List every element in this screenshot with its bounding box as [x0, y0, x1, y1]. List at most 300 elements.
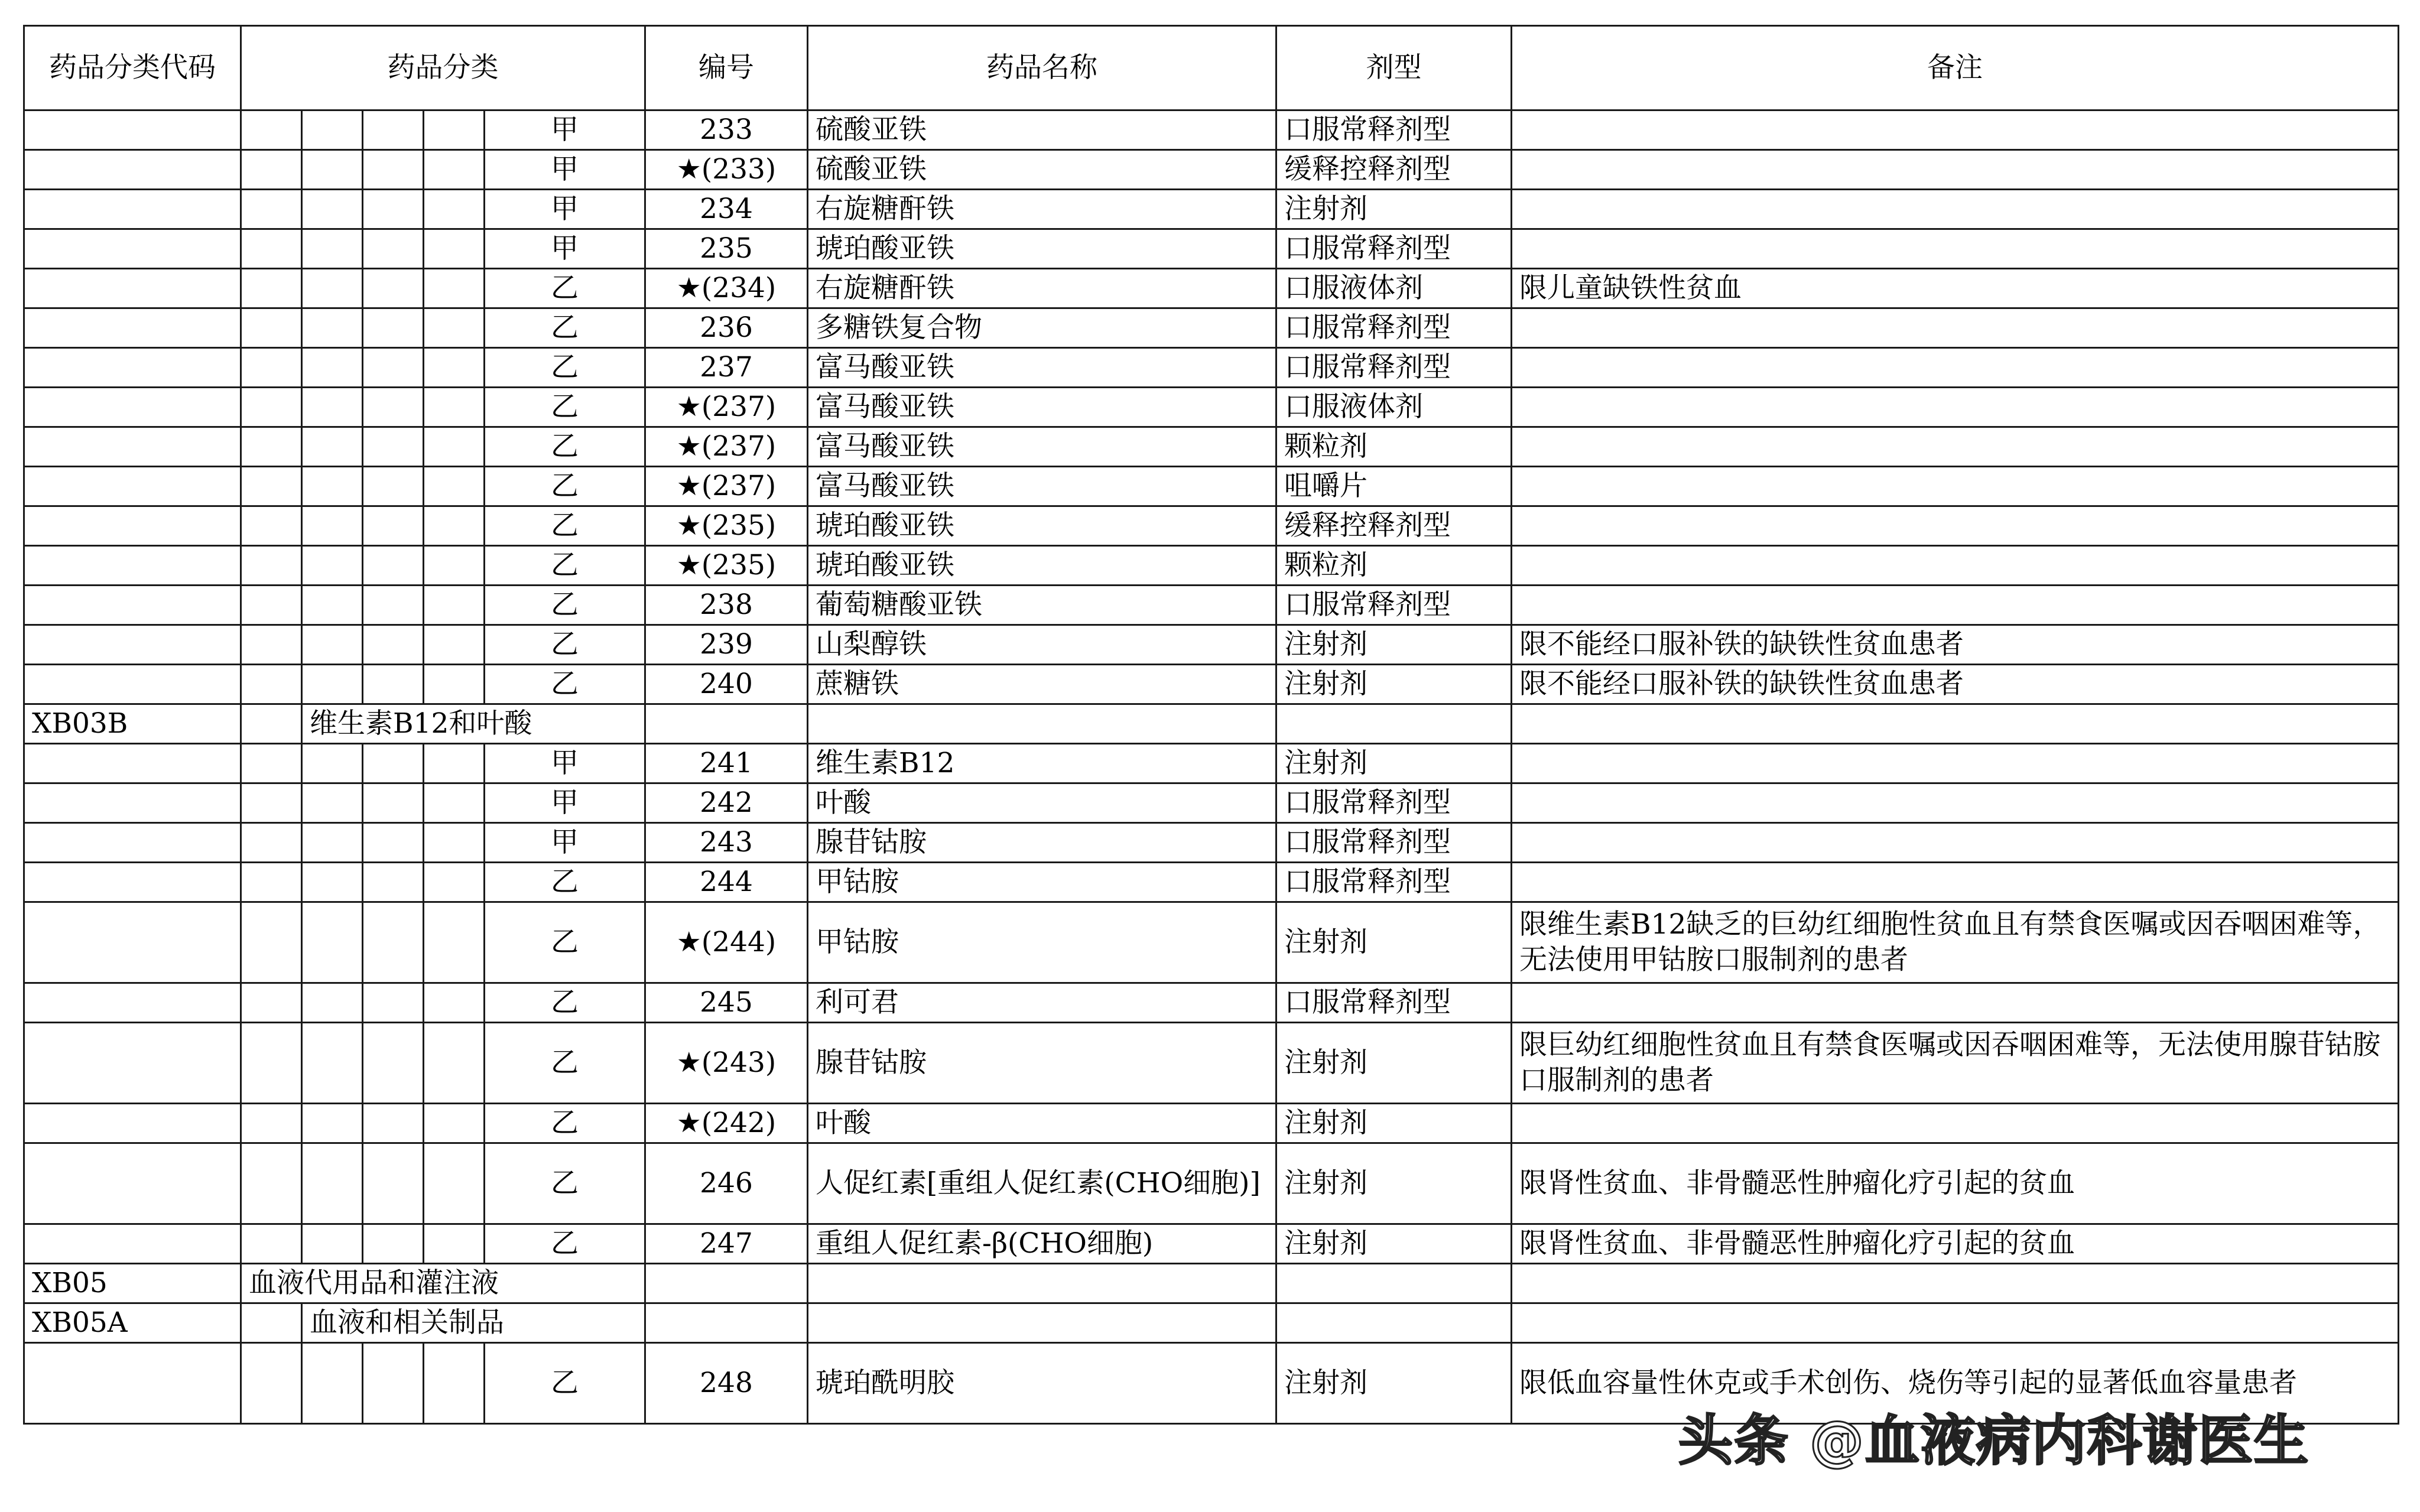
header-form: 剂型 [1276, 26, 1512, 110]
level-cell: 甲 [485, 190, 645, 229]
table-row [24, 586, 2399, 625]
category-level-cell [363, 110, 424, 150]
drug-name-cell: 多糖铁复合物 [808, 308, 1276, 348]
category-level-cell [302, 388, 363, 427]
table-row [24, 744, 2399, 783]
header-note: 备注 [1512, 26, 2399, 110]
table-row [24, 229, 2399, 269]
table-row [24, 467, 2399, 506]
category-level-cell [363, 665, 424, 704]
drug-name-cell: 蔗糖铁 [808, 665, 1276, 704]
category-level-cell [241, 704, 302, 744]
number-cell: ★(234) [645, 269, 808, 308]
drug-name-cell: 富马酸亚铁 [808, 467, 1276, 506]
category-code-cell: XB05A [24, 1303, 241, 1343]
level-cell: 乙 [485, 1224, 645, 1264]
category-level-cell [363, 1143, 424, 1224]
category-level-cell [363, 1343, 424, 1424]
drug-catalog-table [23, 25, 2399, 1425]
category-level-cell [363, 1224, 424, 1264]
number-cell [645, 1303, 808, 1343]
category-level-cell [241, 1343, 302, 1424]
drug-name-cell: 葡萄糖酸亚铁 [808, 586, 1276, 625]
category-level-cell [363, 229, 424, 269]
code-cell [24, 348, 241, 388]
level-cell: 乙 [485, 308, 645, 348]
category-level-cell [424, 348, 485, 388]
category-level-cell [424, 1343, 485, 1424]
table-row [24, 506, 2399, 546]
dosage-form-cell: 颗粒剂 [1276, 427, 1512, 467]
category-level-cell [302, 1224, 363, 1264]
category-level-cell [241, 467, 302, 506]
drug-name-cell [808, 1264, 1276, 1303]
category-level-cell [302, 983, 363, 1023]
dosage-form-cell: 注射剂 [1276, 902, 1512, 983]
number-cell: 243 [645, 823, 808, 863]
category-level-cell [363, 1023, 424, 1104]
dosage-form-cell: 口服常释剂型 [1276, 863, 1512, 902]
category-level-cell [241, 427, 302, 467]
category-level-cell [241, 744, 302, 783]
category-level-cell [302, 783, 363, 823]
category-level-cell [241, 823, 302, 863]
code-cell [24, 269, 241, 308]
category-level-cell [424, 823, 485, 863]
category-level-cell [241, 665, 302, 704]
note-cell: 限儿童缺铁性贫血 [1512, 269, 2399, 308]
code-cell [24, 1023, 241, 1104]
drug-name-cell: 右旋糖酐铁 [808, 190, 1276, 229]
level-cell: 乙 [485, 983, 645, 1023]
category-level-cell [424, 388, 485, 427]
dosage-form-cell: 口服常释剂型 [1276, 308, 1512, 348]
note-cell: 限巨幼红细胞性贫血且有禁食医嘱或因吞咽困难等，无法使用腺苷钴胺口服制剂的患者 [1512, 1023, 2399, 1104]
level-cell: 乙 [485, 388, 645, 427]
level-cell: 乙 [485, 427, 645, 467]
drug-name-cell: 重组人促红素-β(CHO细胞) [808, 1224, 1276, 1264]
level-cell: 乙 [485, 506, 645, 546]
code-cell [24, 1343, 241, 1424]
category-level-cell [241, 150, 302, 190]
category-level-cell [302, 546, 363, 586]
category-level-cell [241, 506, 302, 546]
category-level-cell [424, 983, 485, 1023]
code-cell [24, 546, 241, 586]
dosage-form-cell: 缓释控释剂型 [1276, 150, 1512, 190]
number-cell: ★(235) [645, 506, 808, 546]
dosage-form-cell: 注射剂 [1276, 1023, 1512, 1104]
category-level-cell [241, 586, 302, 625]
dosage-form-cell: 咀嚼片 [1276, 467, 1512, 506]
category-level-cell [302, 348, 363, 388]
drug-name-cell: 叶酸 [808, 1104, 1276, 1143]
category-level-cell [241, 902, 302, 983]
category-level-cell [241, 863, 302, 902]
header-number: 编号 [645, 26, 808, 110]
number-cell [645, 704, 808, 744]
category-level-cell [424, 1104, 485, 1143]
table-row [24, 427, 2399, 467]
code-cell [24, 863, 241, 902]
category-level-cell [302, 902, 363, 983]
category-level-cell [241, 1023, 302, 1104]
number-cell: ★(233) [645, 150, 808, 190]
number-cell: 233 [645, 110, 808, 150]
table-row [24, 823, 2399, 863]
drug-name-cell: 甲钴胺 [808, 863, 1276, 902]
number-cell [645, 1264, 808, 1303]
category-level-cell [363, 427, 424, 467]
category-level-cell [424, 467, 485, 506]
category-level-cell [424, 229, 485, 269]
number-cell: 234 [645, 190, 808, 229]
dosage-form-cell: 注射剂 [1276, 665, 1512, 704]
drug-name-cell: 甲钴胺 [808, 902, 1276, 983]
category-level-cell [363, 783, 424, 823]
drug-name-cell [808, 1303, 1276, 1343]
drug-name-cell: 富马酸亚铁 [808, 388, 1276, 427]
dosage-form-cell: 注射剂 [1276, 1224, 1512, 1264]
level-cell: 甲 [485, 744, 645, 783]
dosage-form-cell [1276, 704, 1512, 744]
dosage-form-cell: 口服液体剂 [1276, 388, 1512, 427]
drug-name-cell: 山梨醇铁 [808, 625, 1276, 665]
category-level-cell [363, 902, 424, 983]
table-body [24, 110, 2399, 1424]
category-level-cell [302, 823, 363, 863]
table-row [24, 902, 2399, 983]
category-name-cell: 血液代用品和灌注液 [241, 1264, 645, 1303]
note-cell [1512, 823, 2399, 863]
level-cell: 乙 [485, 348, 645, 388]
category-level-cell [363, 348, 424, 388]
dosage-form-cell: 口服常释剂型 [1276, 586, 1512, 625]
category-level-cell [241, 1143, 302, 1224]
level-cell: 乙 [485, 1023, 645, 1104]
category-level-cell [302, 427, 363, 467]
category-level-cell [424, 546, 485, 586]
table-row [24, 665, 2399, 704]
note-cell [1512, 1264, 2399, 1303]
category-level-cell [302, 625, 363, 665]
category-level-cell [363, 308, 424, 348]
header-code: 药品分类代码 [24, 26, 241, 110]
dosage-form-cell: 注射剂 [1276, 1343, 1512, 1424]
level-cell: 乙 [485, 546, 645, 586]
note-cell [1512, 388, 2399, 427]
category-level-cell [302, 586, 363, 625]
category-level-cell [241, 625, 302, 665]
note-cell [1512, 467, 2399, 506]
category-level-cell [363, 625, 424, 665]
dosage-form-cell: 注射剂 [1276, 190, 1512, 229]
note-cell [1512, 506, 2399, 546]
category-level-cell [363, 269, 424, 308]
number-cell: 242 [645, 783, 808, 823]
table-row [24, 983, 2399, 1023]
note-cell [1512, 150, 2399, 190]
level-cell: 乙 [485, 1104, 645, 1143]
category-level-cell [424, 308, 485, 348]
note-cell: 限维生素B12缺乏的巨幼红细胞性贫血且有禁食医嘱或因吞咽困难等，无法使用甲钴胺口服制剂的患者 [1512, 902, 2399, 983]
category-level-cell [424, 744, 485, 783]
level-cell: 甲 [485, 150, 645, 190]
note-cell [1512, 1303, 2399, 1343]
category-level-cell [241, 1224, 302, 1264]
category-level-cell [424, 665, 485, 704]
code-cell [24, 150, 241, 190]
note-cell: 限低血容量性休克或手术创伤、烧伤等引起的显著低血容量患者 [1512, 1343, 2399, 1424]
table-row [24, 625, 2399, 665]
note-cell [1512, 983, 2399, 1023]
category-name-cell: 维生素B12和叶酸 [302, 704, 645, 744]
drug-name-cell: 富马酸亚铁 [808, 348, 1276, 388]
category-level-cell [363, 586, 424, 625]
category-level-cell [424, 586, 485, 625]
code-cell [24, 190, 241, 229]
number-cell: 247 [645, 1224, 808, 1264]
number-cell: ★(244) [645, 902, 808, 983]
header-row [24, 26, 2399, 110]
category-level-cell [424, 110, 485, 150]
table-row [24, 783, 2399, 823]
category-level-cell [424, 506, 485, 546]
code-cell [24, 783, 241, 823]
table-row [24, 190, 2399, 229]
category-level-cell [363, 744, 424, 783]
category-level-cell [363, 506, 424, 546]
dosage-form-cell: 注射剂 [1276, 744, 1512, 783]
note-cell [1512, 704, 2399, 744]
category-code-cell: XB03B [24, 704, 241, 744]
table-row [24, 308, 2399, 348]
note-cell [1512, 348, 2399, 388]
code-cell [24, 983, 241, 1023]
table-row [24, 546, 2399, 586]
level-cell: 乙 [485, 586, 645, 625]
dosage-form-cell: 注射剂 [1276, 1104, 1512, 1143]
note-cell [1512, 863, 2399, 902]
dosage-form-cell: 口服常释剂型 [1276, 823, 1512, 863]
number-cell: 239 [645, 625, 808, 665]
number-cell: ★(237) [645, 388, 808, 427]
note-cell [1512, 783, 2399, 823]
category-level-cell [241, 983, 302, 1023]
dosage-form-cell: 口服常释剂型 [1276, 110, 1512, 150]
category-level-cell [241, 229, 302, 269]
category-level-cell [302, 269, 363, 308]
category-level-cell [302, 229, 363, 269]
code-cell [24, 586, 241, 625]
category-level-cell [424, 625, 485, 665]
note-cell: 限肾性贫血、非骨髓恶性肿瘤化疗引起的贫血 [1512, 1224, 2399, 1264]
category-level-cell [241, 348, 302, 388]
table-row [24, 704, 2399, 744]
dosage-form-cell: 颗粒剂 [1276, 546, 1512, 586]
category-level-cell [424, 269, 485, 308]
category-level-cell [302, 863, 363, 902]
number-cell: 238 [645, 586, 808, 625]
level-cell: 乙 [485, 1143, 645, 1224]
dosage-form-cell [1276, 1264, 1512, 1303]
code-cell [24, 902, 241, 983]
category-level-cell [302, 1104, 363, 1143]
header-category: 药品分类 [241, 26, 645, 110]
number-cell: 237 [645, 348, 808, 388]
header-name: 药品名称 [808, 26, 1276, 110]
category-level-cell [363, 983, 424, 1023]
table-row [24, 1264, 2399, 1303]
category-level-cell [363, 863, 424, 902]
category-level-cell [424, 1143, 485, 1224]
number-cell: ★(242) [645, 1104, 808, 1143]
note-cell [1512, 586, 2399, 625]
number-cell: 244 [645, 863, 808, 902]
drug-name-cell: 富马酸亚铁 [808, 427, 1276, 467]
category-level-cell [363, 546, 424, 586]
watermark: 头条 @血液病内科谢医生 [1678, 1409, 2310, 1472]
drug-name-cell: 琥珀酸亚铁 [808, 546, 1276, 586]
category-level-cell [241, 546, 302, 586]
drug-name-cell: 硫酸亚铁 [808, 110, 1276, 150]
dosage-form-cell: 注射剂 [1276, 1143, 1512, 1224]
table-row [24, 1143, 2399, 1224]
note-cell [1512, 546, 2399, 586]
level-cell: 乙 [485, 269, 645, 308]
number-cell: ★(237) [645, 427, 808, 467]
category-level-cell [363, 823, 424, 863]
code-cell [24, 308, 241, 348]
category-level-cell [424, 1224, 485, 1264]
code-cell [24, 229, 241, 269]
number-cell: 246 [645, 1143, 808, 1224]
drug-name-cell: 腺苷钴胺 [808, 1023, 1276, 1104]
category-level-cell [363, 190, 424, 229]
category-level-cell [302, 467, 363, 506]
number-cell: 236 [645, 308, 808, 348]
category-level-cell [241, 269, 302, 308]
drug-name-cell [808, 704, 1276, 744]
note-cell [1512, 308, 2399, 348]
drug-name-cell: 叶酸 [808, 783, 1276, 823]
category-level-cell [363, 1104, 424, 1143]
code-cell [24, 427, 241, 467]
number-cell: 240 [645, 665, 808, 704]
category-level-cell [424, 783, 485, 823]
table-row [24, 388, 2399, 427]
code-cell [24, 823, 241, 863]
note-cell: 限不能经口服补铁的缺铁性贫血患者 [1512, 625, 2399, 665]
category-level-cell [302, 744, 363, 783]
category-name-cell: 血液和相关制品 [302, 1303, 645, 1343]
dosage-form-cell: 口服常释剂型 [1276, 348, 1512, 388]
category-level-cell [241, 783, 302, 823]
category-level-cell [424, 427, 485, 467]
note-cell [1512, 190, 2399, 229]
drug-name-cell: 硫酸亚铁 [808, 150, 1276, 190]
category-level-cell [302, 110, 363, 150]
category-level-cell [363, 150, 424, 190]
category-level-cell [424, 902, 485, 983]
note-cell [1512, 110, 2399, 150]
table-row [24, 1023, 2399, 1104]
table-row [24, 348, 2399, 388]
category-level-cell [424, 190, 485, 229]
category-level-cell [424, 150, 485, 190]
drug-name-cell: 琥珀酸亚铁 [808, 229, 1276, 269]
table-row [24, 110, 2399, 150]
note-cell [1512, 427, 2399, 467]
drug-name-cell: 人促红素[重组人促红素(CHO细胞)] [808, 1143, 1276, 1224]
number-cell: ★(243) [645, 1023, 808, 1104]
note-cell [1512, 229, 2399, 269]
category-level-cell [302, 665, 363, 704]
level-cell: 甲 [485, 823, 645, 863]
number-cell: 241 [645, 744, 808, 783]
code-cell [24, 388, 241, 427]
code-cell [24, 1224, 241, 1264]
code-cell [24, 1104, 241, 1143]
dosage-form-cell: 注射剂 [1276, 625, 1512, 665]
number-cell: ★(237) [645, 467, 808, 506]
category-level-cell [241, 190, 302, 229]
category-level-cell [363, 388, 424, 427]
drug-name-cell: 腺苷钴胺 [808, 823, 1276, 863]
dosage-form-cell: 口服常释剂型 [1276, 983, 1512, 1023]
category-level-cell [424, 1023, 485, 1104]
drug-name-cell: 维生素B12 [808, 744, 1276, 783]
category-level-cell [302, 190, 363, 229]
code-cell [24, 110, 241, 150]
table-row [24, 269, 2399, 308]
table-row [24, 150, 2399, 190]
category-level-cell [241, 1303, 302, 1343]
code-cell [24, 1143, 241, 1224]
number-cell: ★(235) [645, 546, 808, 586]
table-row [24, 863, 2399, 902]
note-cell [1512, 744, 2399, 783]
drug-name-cell: 右旋糖酐铁 [808, 269, 1276, 308]
code-cell [24, 506, 241, 546]
level-cell: 乙 [485, 665, 645, 704]
level-cell: 乙 [485, 863, 645, 902]
category-level-cell [302, 308, 363, 348]
category-level-cell [302, 1023, 363, 1104]
category-level-cell [241, 1104, 302, 1143]
category-level-cell [241, 308, 302, 348]
note-cell: 限肾性贫血、非骨髓恶性肿瘤化疗引起的贫血 [1512, 1143, 2399, 1224]
level-cell: 甲 [485, 229, 645, 269]
category-level-cell [302, 1343, 363, 1424]
drug-name-cell: 利可君 [808, 983, 1276, 1023]
number-cell: 245 [645, 983, 808, 1023]
category-level-cell [424, 863, 485, 902]
drug-name-cell: 琥珀酰明胶 [808, 1343, 1276, 1424]
dosage-form-cell: 口服常释剂型 [1276, 229, 1512, 269]
category-level-cell [241, 110, 302, 150]
table-row [24, 1104, 2399, 1143]
table-row [24, 1224, 2399, 1264]
category-level-cell [363, 467, 424, 506]
level-cell: 乙 [485, 1343, 645, 1424]
level-cell: 乙 [485, 902, 645, 983]
number-cell: 248 [645, 1343, 808, 1424]
level-cell: 乙 [485, 467, 645, 506]
category-level-cell [302, 1143, 363, 1224]
note-cell: 限不能经口服补铁的缺铁性贫血患者 [1512, 665, 2399, 704]
category-code-cell: XB05 [24, 1264, 241, 1303]
